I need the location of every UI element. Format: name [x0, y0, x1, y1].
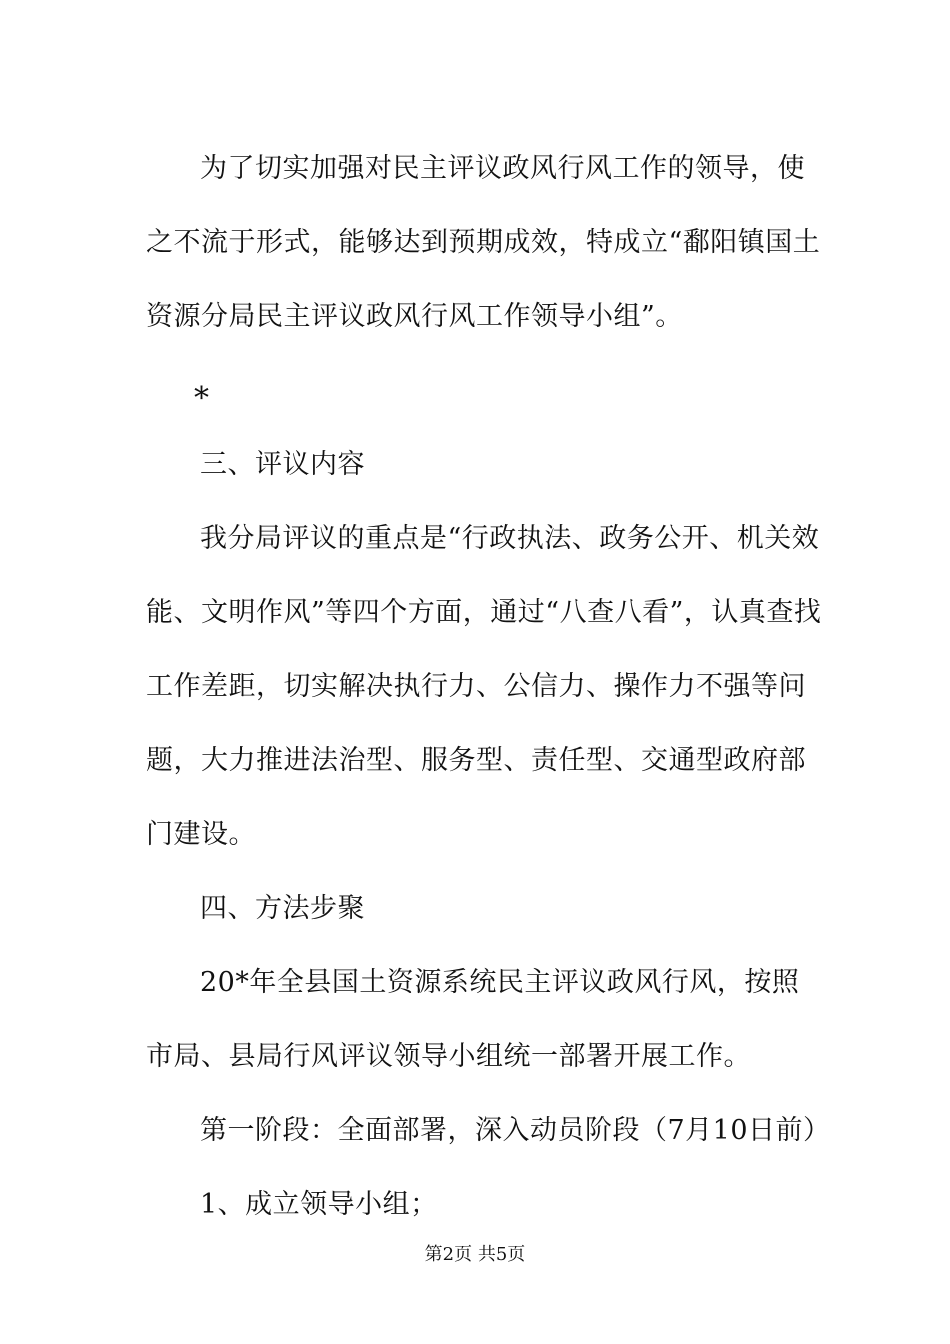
paragraph-leadership-group: 为了切实加强对民主评议政风行风工作的领导，使之不流于形式，能够达到预期成效，特成立“鄱阳镇国土资源分局民主评议政风行风工作领导小组”。 [146, 153, 821, 332]
paragraph-county-deployment: 20*年全县国土资源系统民主评议政风行风，按照市局、县局行风评议领导小组统一部署开展工作。 [146, 967, 800, 1072]
paragraph-review-focus: 我分局评议的重点是“行政执法、政务公开、机关效能、文明作风”等四个方面，通过“八查八看”，认真查找工作差距，切实解决执行力、公信力、操作力不强等问题，大力推进法治型、服务型、责任型、交通型政府部门建设。 [146, 523, 822, 850]
asterisk-marker: * [194, 381, 210, 416]
list-item-establish-group: 1、成立领导小组； [200, 1189, 438, 1220]
heading-method-steps: 四、方法步聚 [200, 893, 365, 924]
page-number-footer: 第2页 共5页 [424, 1244, 526, 1265]
heading-phase-one: 第一阶段：全面部署，深入动员阶段（7月10日前） [200, 1115, 831, 1146]
document-body [146, 132, 831, 1242]
heading-review-content: 三、评议内容 [200, 449, 365, 480]
